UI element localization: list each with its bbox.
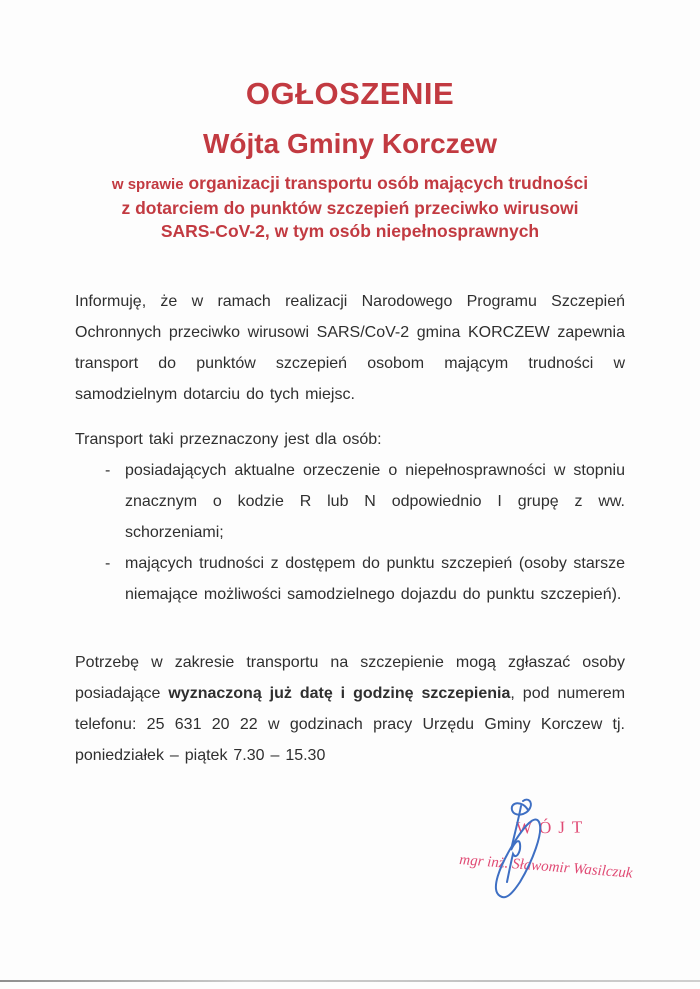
document-subject <box>75 172 625 244</box>
scan-edge-line <box>0 980 700 982</box>
signature-block <box>430 778 680 978</box>
contact-text-after-bold: , pod numerem telefonu: 25 631 20 22 w godzinach pracy Urzędu Gminy Korczew tj. poniedziałek – piątek 7.30 – 15.30 <box>75 684 626 764</box>
stamp-signer-name: mgr inż. Sławomir Wasilczuk <box>458 852 634 882</box>
subject-prefix: w sprawie <box>111 176 184 193</box>
subject-line-1-text: organizacji transportu osób mających trudności <box>188 173 589 193</box>
list-item-dash: - <box>105 461 111 479</box>
subject-line-1 <box>75 172 625 197</box>
list-item-text: mających trudności z dostępem do punktu szczepień (osoby starsze niemające możliwości samodzielnego dojazdu do punktu szczepień). <box>125 554 625 603</box>
contact-bold-phrase: wyznaczoną już datę i godzinę szczepienia <box>168 684 511 702</box>
paragraph-announcement: Informuję, że w ramach realizacji Narodowego Programu Szczepień Ochronnych przeciwko wirusowi SARS/CoV-2 gmina KORCZEW zapewnia transport do punktów szczepień osobom mającym trudności w samodzielnym dotarciu do tych miejsc. <box>75 292 625 403</box>
list-item <box>75 548 625 610</box>
contact-text-before-bold: Potrzebę w zakresie transportu na szczepienie mogą zgłaszać osoby posiadające <box>75 653 625 702</box>
page-title: OGŁOSZENIE <box>245 76 455 111</box>
stamp-title: WÓJT <box>515 817 590 838</box>
list-item <box>75 455 625 548</box>
handwritten-signature-icon <box>488 796 558 908</box>
document-author: Wójta Gminy Korczew <box>202 128 498 159</box>
list-intro: Transport taki przeznaczony jest dla osób: <box>75 430 382 448</box>
subject-line-2: z dotarciem do punktów szczepień przeciwko wirusowi <box>121 197 579 218</box>
eligibility-list <box>75 455 625 610</box>
list-item-text: posiadających aktualne orzeczenie o niepełnosprawności w stopniu znacznym o kodzie R lub N odpowiednio I grupę z ww. schorzeniami; <box>125 461 625 541</box>
paragraph-contact <box>75 647 625 771</box>
subject-line-3: SARS-CoV-2, w tym osób niepełnosprawnych <box>160 221 540 241</box>
list-item-dash: - <box>105 554 111 572</box>
